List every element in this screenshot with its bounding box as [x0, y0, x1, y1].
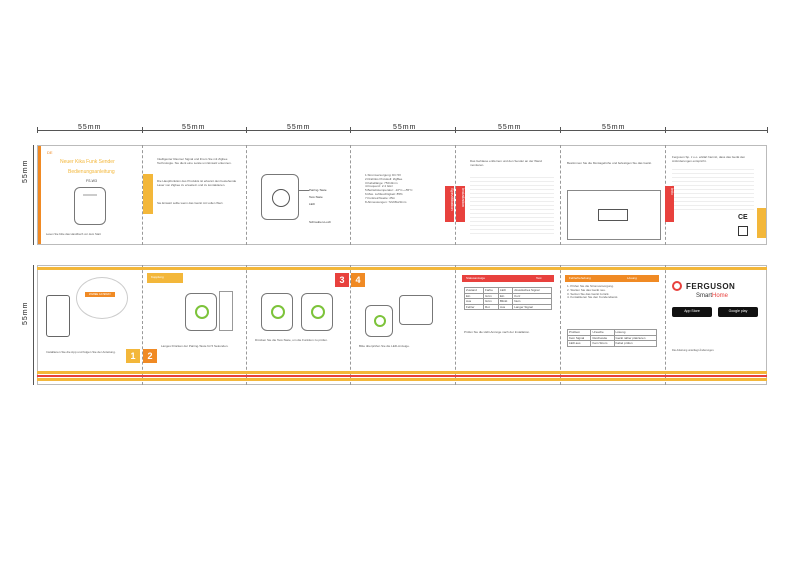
dim-tick — [246, 127, 247, 133]
table-row — [465, 304, 552, 310]
mounting-bracket — [598, 209, 628, 221]
weee-bin-icon — [738, 226, 748, 236]
table-cell: Ursache — [591, 330, 614, 336]
status-table — [464, 287, 552, 310]
device-illustration — [261, 293, 293, 331]
spec-item: 1.Stromversorgung: DC 5V — [365, 173, 402, 177]
header-left: Statusanzeige — [466, 276, 486, 280]
table-cell: Blinkt — [498, 299, 512, 305]
legal-panel — [666, 146, 766, 244]
brand-name: FERGUSON — [686, 282, 736, 291]
home-text: Home — [712, 293, 729, 299]
device-illustration — [301, 293, 333, 331]
legal-text: Ferguson Sp. z o.o. erklärt hiermit, dass das Gerät den Anforderungen entspricht. — [672, 155, 746, 163]
step-number: 3 — [335, 273, 349, 287]
header-right: Lösung — [627, 276, 637, 280]
table-cell: Reichweite — [591, 335, 614, 341]
google-play-badge[interactable]: Google play — [718, 307, 758, 317]
table-cell: Rot — [484, 304, 499, 310]
led-ring-icon — [195, 305, 209, 319]
dim-tick — [767, 127, 768, 133]
label-test: Test-Taste — [309, 195, 323, 199]
table-cell: Nein — [513, 299, 552, 305]
ferguson-logo-icon — [672, 281, 682, 291]
cover-panel — [38, 146, 141, 244]
legal-text-block — [672, 166, 754, 212]
table-cell: Fehler — [465, 304, 484, 310]
step-number: 4 — [351, 273, 365, 287]
mounting-panel — [561, 146, 664, 244]
table-cell: Lösung — [614, 330, 656, 336]
cover-subtitle: Bedienungsanleitung — [68, 169, 115, 175]
wall-bracket — [219, 291, 233, 331]
spec-item: 4.Frequenz: 2.4 GHz — [365, 184, 393, 189]
led-ring-icon — [311, 305, 325, 319]
table-cell: Grün — [484, 293, 499, 299]
device-diagram-panel — [247, 146, 349, 244]
device-illustration — [365, 305, 393, 337]
device-illustration — [74, 187, 106, 225]
status-note: Prüfen Sie die LED-Anzeige nach der Installation. — [464, 330, 530, 334]
led-caption: Bitte überprüfen Sie die LED-Anzeige. — [359, 344, 410, 348]
cover-footnote: Lesen Sie bitte das Handbuch vor dem Start — [46, 232, 101, 236]
spec-item: 8.Abmessungen: 72x68x23mm — [365, 199, 407, 204]
table-cell: Kein Signal — [568, 335, 591, 341]
top-stripe — [37, 267, 767, 270]
table-cell: Grün — [484, 299, 499, 305]
step-number: 2 — [143, 349, 157, 363]
bottom-stripe — [37, 378, 767, 381]
brand-panel — [666, 271, 766, 369]
tab-label: Kopplung — [151, 275, 164, 279]
intro-paragraph: Die Hauptfunktion des Produkts ist erkannt den bestehende Laser von Zigbee zu erweitern und zu kontaktieren. — [157, 179, 237, 187]
installation-panel — [456, 146, 559, 244]
label-screw-hole: Schrauben-Loch — [309, 220, 332, 224]
label-pairing: Pairing-Taste — [309, 188, 327, 192]
side-accent — [757, 208, 766, 238]
smarthome-logo — [696, 293, 728, 299]
label-led: LED — [309, 202, 315, 206]
troubleshooting-panel — [561, 271, 664, 369]
smart-text: Smart — [696, 293, 713, 299]
vertical-dim-label: 55mm — [22, 159, 29, 183]
table-row — [568, 341, 657, 347]
app-zoom-circle — [76, 277, 128, 319]
table-cell: Ein — [498, 293, 512, 299]
step-number: 1 — [126, 349, 140, 363]
side-tab-label: Installation — [461, 188, 466, 208]
vertical-dim-label: 55mm — [22, 301, 29, 325]
dim-tick — [560, 127, 561, 133]
mounting-text: Bestimmen Sie die Montagehöhe und befestigen Sie das Gerät. — [567, 161, 652, 165]
troubleshooting-item: 1. Prüfen Sie die Stromversorgung. — [567, 284, 614, 288]
table-cell: Langer Signal — [513, 304, 552, 310]
callout-line — [299, 190, 309, 191]
pairing-step-panel — [143, 271, 245, 369]
table-cell: Farbe — [484, 288, 499, 294]
brand-footnote: Die Anleitung unterliegt Änderungen. — [672, 349, 715, 352]
table-cell: LED — [498, 288, 512, 294]
vertical-dim-line — [33, 265, 34, 385]
table-cell: Problem — [568, 330, 591, 336]
dim-label: 55mm — [182, 124, 206, 131]
model-number: FS-W3 — [86, 179, 97, 183]
table-cell: Kurz — [513, 293, 552, 299]
dim-label: 55mm — [498, 124, 522, 131]
troubleshooting-table — [567, 329, 657, 347]
bottom-stripe — [37, 371, 767, 374]
spec-item: 3.Kabellänge: 75±10mm — [365, 180, 398, 185]
device-front-illustration — [261, 174, 299, 220]
ce-mark: CE — [738, 214, 748, 221]
bottom-stripe — [37, 375, 767, 377]
accent-bar — [38, 146, 41, 244]
specs-panel — [351, 146, 454, 244]
dim-tick — [455, 127, 456, 133]
dim-label: 55mm — [602, 124, 626, 131]
installation-text-block — [470, 174, 554, 234]
specs-list — [365, 174, 445, 204]
device-button-ring — [272, 189, 290, 207]
spec-item: 7.Funkreichweite: 25m — [365, 195, 396, 200]
device-illustration — [185, 293, 217, 331]
table-cell: Ein — [465, 293, 484, 299]
vertical-dim-line — [33, 145, 34, 245]
dim-tick — [665, 127, 666, 133]
test-step-panel — [247, 271, 349, 369]
side-tab-label: Spezifikation — [450, 188, 455, 211]
troubleshooting-list — [567, 285, 657, 300]
dim-tick — [37, 127, 38, 133]
table-cell: LED aus — [568, 341, 591, 347]
header-right: Test — [536, 276, 542, 280]
pairing-caption: Langes Drücken der Pairing-Taste für 5 Sekunden. — [161, 344, 229, 348]
table-cell: Aus — [465, 299, 484, 305]
installation-text: Das Gehäuse entfernen und den Sender an der Wand montieren. — [470, 159, 542, 167]
mounting-illustration — [567, 190, 661, 240]
table-cell: Akustisches Signal — [513, 288, 552, 294]
spec-item: 2.Drahtlos Protokoll: ZigBee — [365, 176, 403, 181]
table-cell: Aus — [498, 304, 512, 310]
table-cell: Zustand — [465, 288, 484, 294]
phone-illustration — [46, 295, 70, 337]
cover-title: Neuer Kika Funk Sender — [60, 159, 115, 165]
led-ring-icon — [374, 315, 386, 327]
header-left: Fehlerbehebung — [569, 276, 591, 280]
device-logo — [83, 194, 97, 196]
intro-paragraph: Sie Einsatz sollte wenn das Gerät mit vollen Wert. — [157, 201, 224, 205]
intro-paragraph: Intelligenter Raumer Signal und ihrem Sie mit Zigbee Technologie. Sie dient eine Leiste um Einsatz erkennen. — [157, 157, 232, 165]
hand-press-illustration — [399, 295, 433, 325]
spec-item: 6.Max. Luftfeuchtigkeit: 85% — [365, 191, 403, 196]
app-caption: Installieren Sie die App und folgen Sie der Anleitung. — [46, 350, 116, 354]
dim-tick — [350, 127, 351, 133]
led-ring-icon — [271, 305, 285, 319]
app-step-panel — [38, 271, 141, 369]
test-caption: Drücken Sie die Test-Taste, um die Funktion zu prüfen. — [255, 338, 328, 342]
side-tab-label: Info — [670, 188, 675, 195]
troubleshooting-item: 4. Kontaktieren Sie den Kundendienst. — [567, 295, 619, 300]
troubleshooting-item: 2. Starten Sie das Gerät neu. — [567, 287, 606, 292]
troubleshooting-item: 3. Setzen Sie das Gerät zurück. — [567, 291, 610, 296]
side-accent — [143, 174, 153, 214]
dim-label: 55mm — [78, 124, 102, 131]
dim-label: 55mm — [393, 124, 417, 131]
table-cell: Kabel prüfen — [614, 341, 656, 347]
table-cell: Kein Strom — [591, 341, 614, 347]
intro-panel — [143, 146, 245, 244]
dim-tick — [142, 127, 143, 133]
table-cell: Gerät näher platzieren — [614, 335, 656, 341]
led-step-panel — [351, 271, 454, 369]
app-store-badge[interactable]: App Store — [672, 307, 712, 317]
app-gateway-header: ZIGBEE GATEWAY — [85, 292, 115, 297]
dim-label: 55mm — [287, 124, 311, 131]
status-panel — [456, 271, 559, 369]
lang-code: DE — [47, 150, 53, 155]
spec-item: 5.Betriebstemperatur: -10°C~+55°C — [365, 188, 413, 193]
